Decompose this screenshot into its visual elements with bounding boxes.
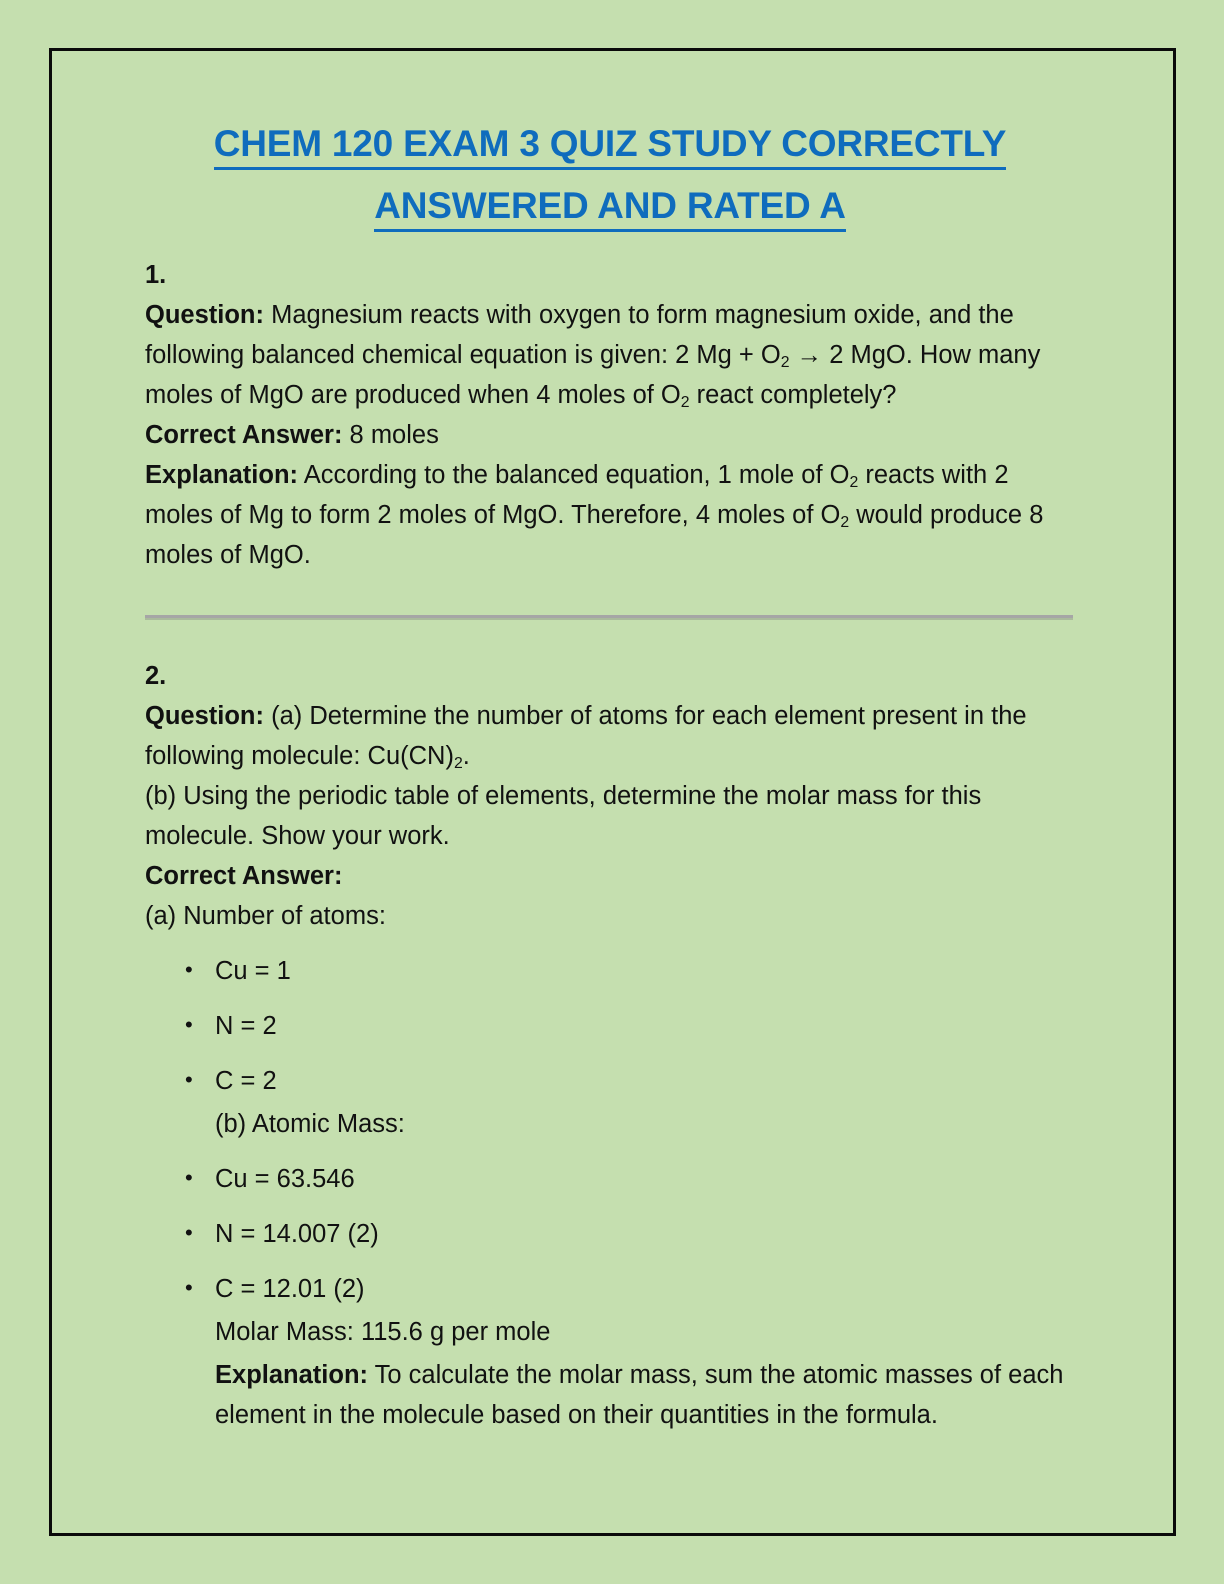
list-item (145, 1214, 1075, 1254)
question-body-1a: Magnesium reacts with oxygen to form magnesium oxide, and the following balanced chemical equation is given: 2 Mg + O (145, 301, 1014, 369)
explanation-body-1a: According to the balanced equation, 1 mole of O (303, 461, 850, 489)
atom-count-value: Cu = 1 (215, 957, 291, 985)
question-body-1c: react completely? (689, 381, 897, 409)
question-label-1: Question: (145, 301, 264, 329)
atom-count-value: N = 2 (215, 1012, 277, 1040)
explanation-body-1c: would produce 8 moles of MgO. (145, 501, 1044, 569)
explanation-label-1: Explanation: (145, 461, 299, 489)
question-label-2: Question: (145, 702, 264, 730)
answer-label-text-2: Correct Answer: (145, 862, 343, 890)
explanation-body-2: To calculate the molar mass, sum the atomic masses of each element in the molecule based on their quantities in the formula. (215, 1361, 1064, 1429)
question-body-2a: (a) Determine the number of atoms for each element present in the following molecule: Cu(CN) (145, 702, 1027, 770)
section-divider (145, 615, 1073, 618)
list-item (145, 951, 1075, 991)
page-title-line-1: CHEM 120 EXAM 3 QUIZ STUDY CORRECTLY (214, 123, 1007, 170)
page-title-line-2: ANSWERED AND RATED A (374, 185, 846, 232)
explanation-subscript-1b: 2 (840, 514, 850, 532)
list-item (145, 1269, 1075, 1435)
question-number-2: 2. (145, 662, 167, 690)
question-body-1b: → 2 MgO. How many moles of MgO are produced when 4 moles of O (145, 341, 1041, 409)
question-text-1 (145, 295, 1075, 415)
atomic-mass-heading: (b) Atomic Mass: (215, 1110, 405, 1138)
explanation-1 (145, 455, 1075, 575)
answer-intro-2: (a) Number of atoms: (145, 902, 386, 930)
explanation-label-2: Explanation: (215, 1361, 369, 1389)
question-subscript-2a: 2 (453, 755, 463, 773)
answer-label-1: Correct Answer: (145, 421, 343, 449)
page-border-frame (49, 48, 1176, 1536)
atomic-mass-value: Cu = 63.546 (215, 1165, 355, 1193)
question-part-b-2: (b) Using the periodic table of elements, determine the molar mass for this molecule. Show your work. (145, 782, 982, 850)
answer-label-2 (145, 856, 1075, 896)
list-item (145, 1006, 1075, 1046)
explanation-body-1b: reacts with 2 moles of Mg to form 2 moles of MgO. Therefore, 4 moles of O (145, 461, 1009, 529)
document-content (145, 113, 1075, 1450)
question-number-1: 1. (145, 261, 167, 289)
question-text-2 (145, 696, 1075, 776)
atom-count-list (145, 951, 1075, 1435)
question-subscript-1a: 2 (780, 354, 790, 372)
question-subscript-1b: 2 (680, 394, 690, 412)
list-item (145, 1159, 1075, 1199)
question-body-2b: . (462, 742, 470, 770)
explanation-2 (215, 1355, 1075, 1435)
page-title (145, 113, 1075, 237)
answer-line-1 (145, 415, 1075, 455)
list-item (145, 1061, 1075, 1144)
atomic-mass-value: C = 12.01 (2) (215, 1275, 365, 1303)
question-block-1 (145, 255, 1075, 575)
answer-value-1: 8 moles (349, 421, 439, 449)
explanation-subscript-1a: 2 (849, 474, 859, 492)
molar-mass-line: Molar Mass: 115.6 g per mole (215, 1318, 551, 1346)
question-block-2 (145, 656, 1075, 1435)
atomic-mass-value: N = 14.007 (2) (215, 1220, 379, 1248)
atom-count-value: C = 2 (215, 1067, 277, 1095)
